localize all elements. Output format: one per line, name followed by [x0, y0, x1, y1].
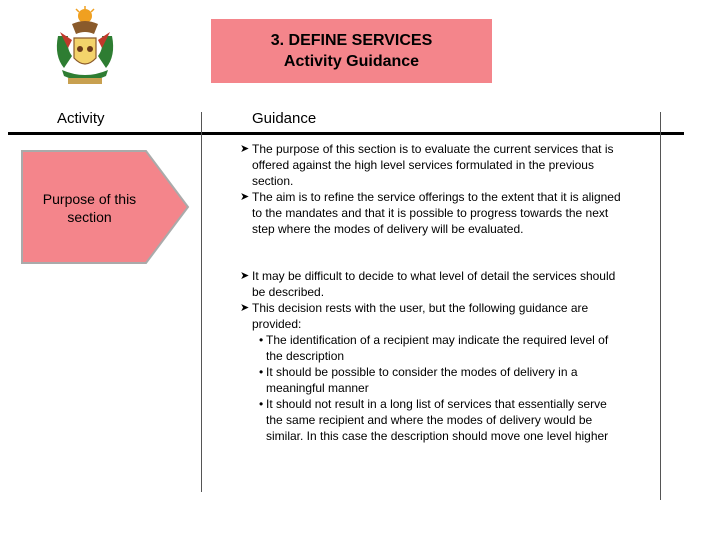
title-line-2: Activity Guidance	[283, 53, 420, 70]
guidance-column-header: Guidance	[252, 110, 317, 127]
sub-list-item: • It should be possible to consider the modes of delivery in a meaningful manner	[259, 365, 578, 395]
column-divider-right	[660, 112, 661, 500]
guidance-group-2	[240, 268, 625, 444]
arrowhead-bullet-icon: ➤	[240, 302, 250, 314]
arrowhead-bullet-icon: ➤	[240, 191, 250, 203]
column-divider-left	[201, 112, 202, 492]
activity-label: Purpose of this section	[42, 191, 137, 225]
arrowhead-bullet-icon: ➤	[240, 143, 250, 155]
activity-column-header: Activity	[57, 110, 105, 127]
list-item: ➤ It may be difficult to decide to what level of detail the services should be described.	[240, 269, 616, 299]
list-item: ➤ This decision rests with the user, but the following guidance are provided:	[240, 301, 589, 331]
header-divider	[8, 132, 684, 135]
dot-bullet-icon: •	[259, 397, 264, 411]
guidance-group-1	[240, 141, 625, 237]
sub-list-item: • The identification of a recipient may indicate the required level of the description	[259, 333, 609, 363]
arrowhead-bullet-icon: ➤	[240, 270, 250, 282]
list-item: ➤ The purpose of this section is to evaluate the current services that is offered against the high level services formulated in the previous section.	[240, 142, 614, 188]
sub-list-item: • It should not result in a long list of services that essentially serve the same recipient and where the modes of delivery would be similar. In this case the description should move one level higher	[259, 397, 609, 443]
dot-bullet-icon: •	[259, 365, 264, 379]
dot-bullet-icon: •	[259, 333, 264, 347]
title-line-1: 3. DEFINE SERVICES	[270, 32, 433, 49]
list-item: ➤ The aim is to refine the service offerings to the extent that it is aligned to the mandates and that it is possible to progress towards the next step where the modes of delivery will be evaluated.	[240, 190, 621, 236]
title-box	[211, 19, 492, 83]
coat-of-arms-icon	[50, 6, 120, 92]
